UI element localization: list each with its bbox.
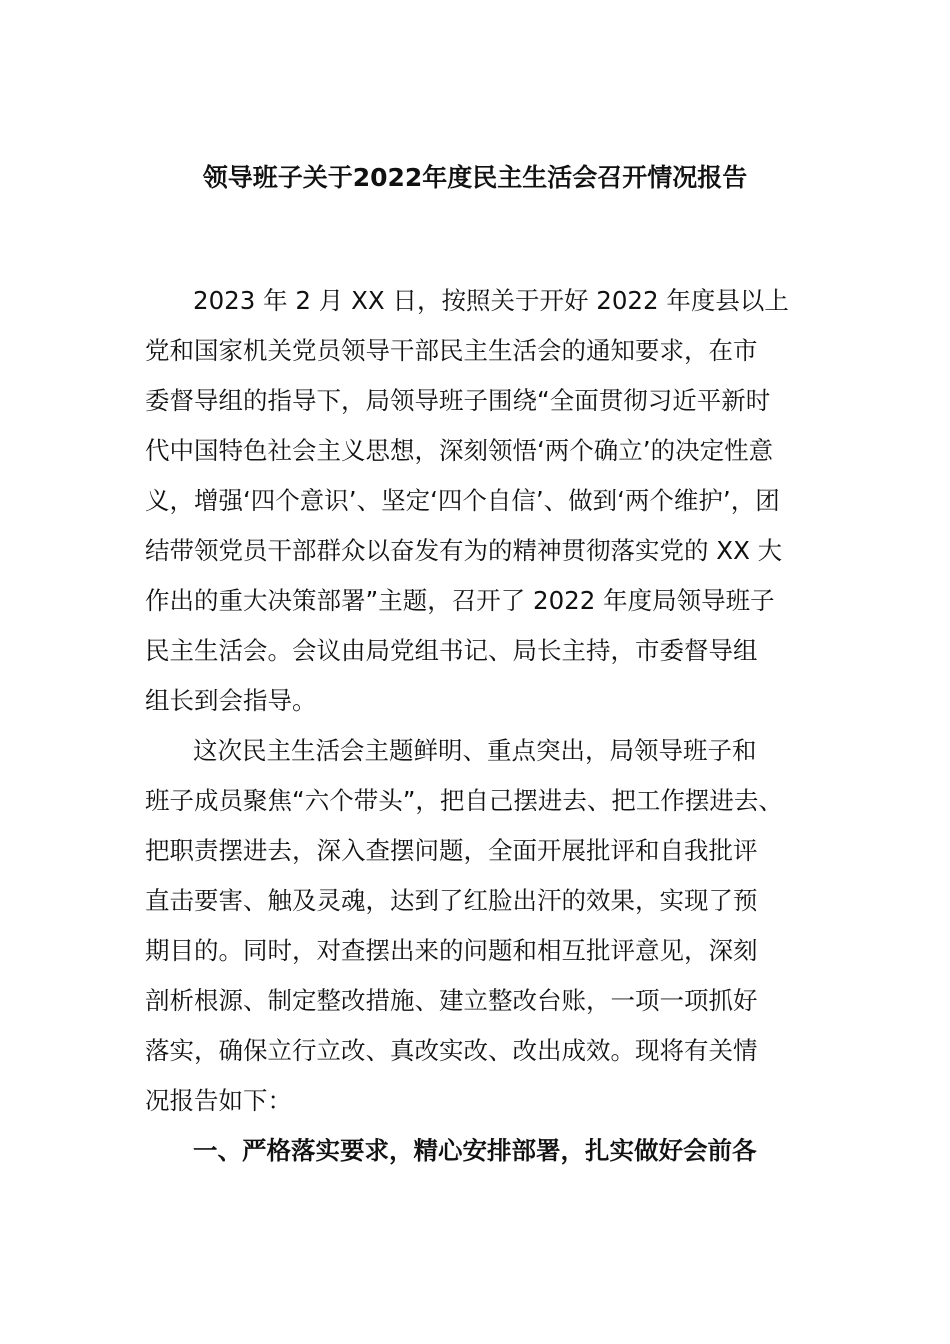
paragraph-1-line-9: 组长到会指导。	[145, 686, 317, 715]
paragraph-2-line-7: 落实，确保立行立改、真改实改、改出成效。现将有关情	[145, 1036, 758, 1065]
paragraph-1-line-5: 义，增强‘四个意识’、坚定‘四个自信’、做到‘两个维护’，团	[145, 486, 780, 515]
paragraph-1-line-6: 结带领党员干部群众以奋发有为的精神贯彻落实党的 XX 大	[145, 536, 783, 565]
section-heading-1: 一、严格落实要求，精心安排部署，扎实做好会前各	[193, 1136, 757, 1165]
paragraph-2-line-8: 况报告如下：	[145, 1086, 292, 1115]
paragraph-1-line-8: 民主生活会。会议由局党组书记、局长主持，市委督导组	[145, 636, 758, 665]
paragraph-2-line-5: 期目的。同时，对查摆出来的问题和相互批评意见，深刻	[145, 936, 758, 965]
paragraph-1-line-1: 2023 年 2 月 XX 日，按照关于开好 2022 年度县以上	[193, 286, 789, 315]
paragraph-1-line-7: 作出的重大决策部署”主题，召开了 2022 年度局领导班子	[145, 586, 775, 615]
paragraph-1-line-3: 委督导组的指导下，局领导班子围绕“全面贯彻习近平新时	[145, 386, 771, 415]
paragraph-2-line-1: 这次民主生活会主题鲜明、重点突出，局领导班子和	[193, 736, 757, 765]
paragraph-1-line-2: 党和国家机关党员领导干部民主生活会的通知要求，在市	[145, 336, 758, 365]
document-title: 领导班子关于2022年度民主生活会召开情况报告	[202, 163, 748, 192]
paragraph-2-line-2: 班子成员聚焦“六个带头”，把自己摆进去、把工作摆进去、	[145, 786, 783, 815]
paragraph-1-line-4: 代中国特色社会主义思想，深刻领悟‘两个确立’的决定性意	[145, 436, 774, 465]
paragraph-2-line-3: 把职责摆进去，深入查摆问题，全面开展批评和自我批评	[145, 836, 758, 865]
paragraph-2-line-6: 剖析根源、制定整改措施、建立整改台账，一项一项抓好	[145, 986, 758, 1015]
paragraph-2-line-4: 直击要害、触及灵魂，达到了红脸出汗的效果，实现了预	[145, 886, 758, 915]
